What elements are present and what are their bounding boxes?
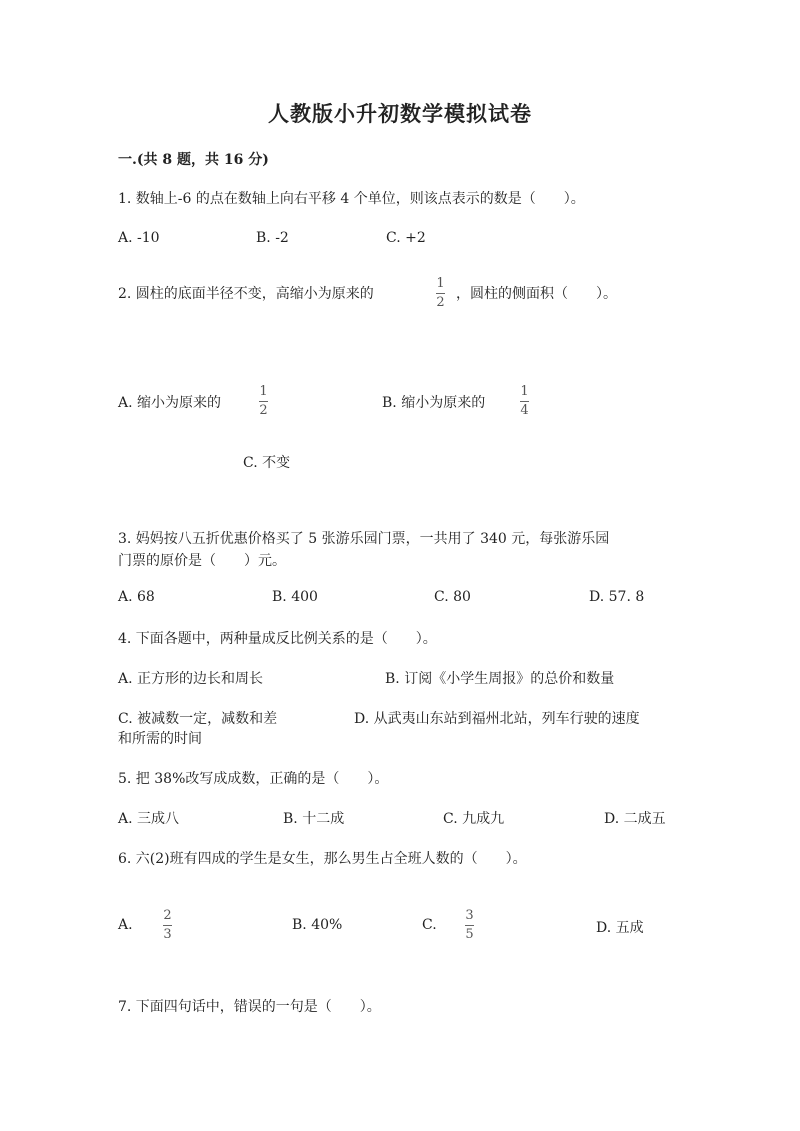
page-title: 人教版小升初数学模拟试卷 xyxy=(268,101,532,126)
question-1-option-c: C. +2 xyxy=(386,230,426,246)
question-3-option-d: D. 57. 8 xyxy=(589,589,645,605)
question-1-option-a: A. -10 xyxy=(118,230,160,246)
fraction-bar xyxy=(259,401,268,402)
fraction-bar xyxy=(520,401,529,402)
fraction-denominator: 2 xyxy=(436,295,445,310)
question-4-option-d-line-1: D. 从武夷山东站到福州北站，列车行驶的速度 xyxy=(354,711,640,727)
question-6-option-c-fraction xyxy=(465,908,474,943)
fraction-numerator: 3 xyxy=(465,908,474,923)
question-3-option-c: C. 80 xyxy=(434,589,471,605)
question-2-option-c: C. 不变 xyxy=(243,455,291,471)
question-2-stem-end: ，圆柱的侧面积（ ）。 xyxy=(456,286,617,302)
question-4-option-b: B. 订阅《小学生周报》的总价和数量 xyxy=(385,671,615,687)
question-5-option-c: C. 九成九 xyxy=(443,811,505,827)
fraction-numerator: 2 xyxy=(163,908,172,923)
question-6-option-d: D. 五成 xyxy=(596,920,644,936)
fraction-numerator: 1 xyxy=(436,276,445,291)
fraction-denominator: 2 xyxy=(259,403,268,418)
question-3-option-b: B. 400 xyxy=(272,589,318,605)
question-3-stem-line-2: 门票的原价是（ ）元。 xyxy=(118,553,286,569)
question-2-option-b-fraction xyxy=(520,384,529,419)
fraction-denominator: 4 xyxy=(520,403,529,418)
fraction-denominator: 5 xyxy=(465,927,474,942)
question-5-stem: 5. 把 38%改写成成数，正确的是（ ）。 xyxy=(118,771,389,787)
question-6-option-b: B. 40% xyxy=(292,917,343,933)
question-6-option-a-fraction xyxy=(163,908,172,943)
question-3-stem-line-1: 3. 妈妈按八五折优惠价格买了 5 张游乐园门票，一共用了 340 元，每张游乐园 xyxy=(118,531,610,547)
question-4-option-a: A. 正方形的边长和周长 xyxy=(118,671,264,687)
question-6-stem: 6. 六(2)班有四成的学生是女生，那么男生占全班人数的（ ）。 xyxy=(118,851,527,867)
question-2-option-b: B. 缩小为原来的 xyxy=(382,395,486,411)
question-2-option-a-fraction xyxy=(259,384,268,419)
fraction-numerator: 1 xyxy=(259,384,268,399)
question-7-stem: 7. 下面四句话中，错误的一句是（ ）。 xyxy=(118,999,381,1015)
question-2-stem-start: 2. 圆柱的底面半径不变，高缩小为原来的 xyxy=(118,286,374,302)
question-5-option-a: A. 三成八 xyxy=(118,811,180,827)
fraction-bar xyxy=(465,925,474,926)
fraction-numerator: 1 xyxy=(520,384,529,399)
question-5-option-d: D. 二成五 xyxy=(604,811,666,827)
question-6-option-a: A. xyxy=(118,917,133,933)
question-2-fraction xyxy=(436,276,445,311)
fraction-bar xyxy=(436,293,445,294)
question-5-option-b: B. 十二成 xyxy=(283,811,345,827)
fraction-denominator: 3 xyxy=(163,927,172,942)
question-2-option-a: A. 缩小为原来的 xyxy=(118,395,222,411)
question-4-option-d-line-2: 和所需的时间 xyxy=(118,731,202,747)
question-1-stem: 1. 数轴上-6 的点在数轴上向右平移 4 个单位，则该点表示的数是（ ）。 xyxy=(118,191,585,207)
question-4-option-c: C. 被减数一定，减数和差 xyxy=(118,711,278,727)
question-6-option-c: C. xyxy=(422,917,437,933)
question-1-option-b: B. -2 xyxy=(256,230,289,246)
question-3-option-a: A. 68 xyxy=(118,589,155,605)
fraction-bar xyxy=(163,925,172,926)
section-heading: 一.(共 8 题，共 16 分) xyxy=(118,152,269,168)
question-4-stem: 4. 下面各题中，两种量成反比例关系的是（ ）。 xyxy=(118,631,437,647)
